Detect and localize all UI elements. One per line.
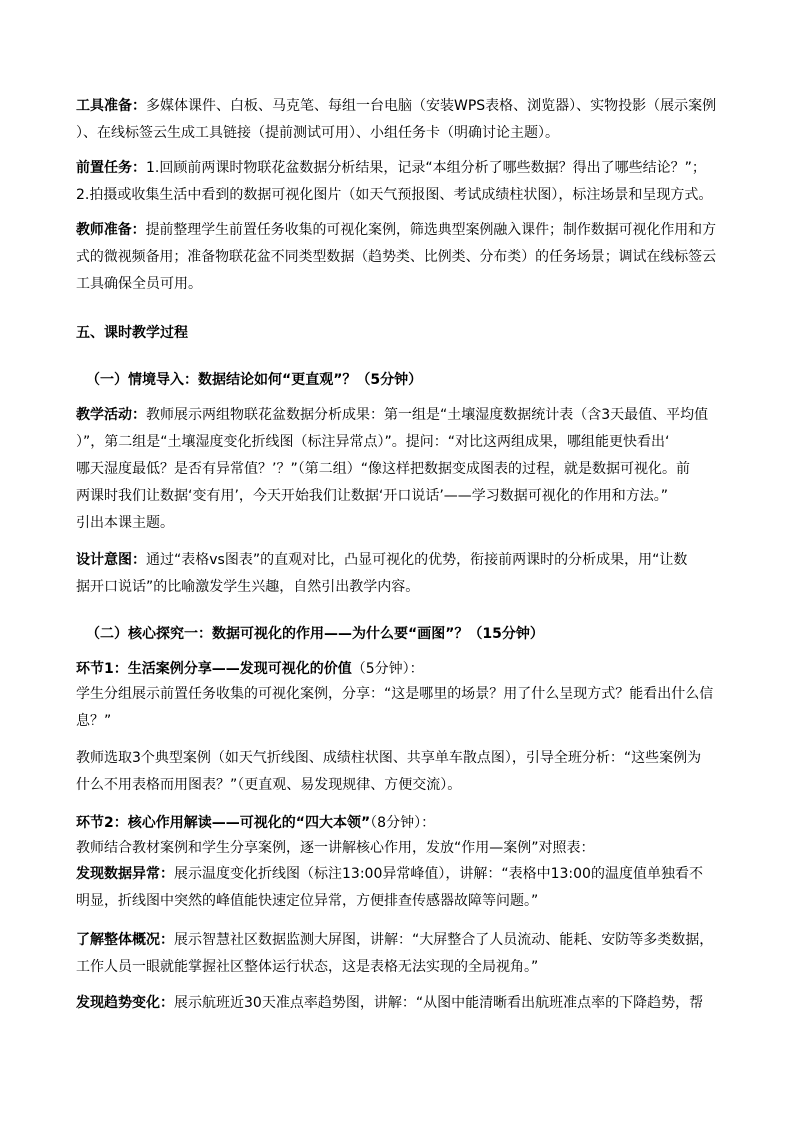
part1-activity-line-3: 哪天湿度最低？是否有异常值？’？”（第二组）“像这样把数据变成图表的过程，就是数据可视化。前 [76,461,690,477]
tools-line-2 [76,123,559,143]
teacher-prep-line-3 [76,274,202,294]
part2-heading: （二）核心探究一：数据可视化的作用——为什么要“画图”？（15分钟） [86,626,544,642]
section-5-title: 五、课时教学过程 [76,325,188,341]
part1-design-label: 设计意图： [76,552,146,568]
part2-step2-line [76,813,435,833]
part1-design-text-1: 通过“表格vs图表”的直观对比，凸显可视化的优势，衔接前两课时的分析成果，用“让数 [146,552,688,568]
teacher-prep-label: 教师准备： [76,222,146,238]
teacher-prep-line-1 [76,220,716,240]
part2-overview-line-2: 工作人员一眼就能掌握社区整体运行状态，这是表格无法实现的全局视角。” [76,959,539,975]
part1-activity-label: 教学活动： [76,407,146,423]
part2-step2-intro: 教师结合教材案例和学生分享案例，逐一讲解核心作用，发放“作用—案例”对照表： [76,840,595,856]
part2-anomaly-line-1 [76,864,703,884]
pretask-line-2 [76,185,712,205]
part1-activity-line-1 [76,405,708,425]
pretask-label: 前置任务： [76,160,146,176]
part1-activity-text-1: 教师展示两组物联花盆数据分析成果：第一组是“土壤湿度数据统计表（含3天最值、平均值 [146,407,709,423]
part1-activity-line-4: 两课时我们让数据‘变有用’，今天开始我们让数据‘开口说话’——学习数据可视化的作用和方法。” [76,488,669,504]
part2-step1-text-1: 学生分组展示前置任务收集的可视化案例，分享：“这是哪里的场景？用了什么呈现方式？能看出什么信 [76,686,714,702]
teacher-prep-text-1: 提前整理学生前置任务收集的可视化案例，筛选典型案例融入课件；制作数据可视化作用和方 [145,222,717,238]
part2-anomaly-text-1: 展示温度变化折线图（标注13:00异常峰值），讲解：“表格中13:00的温度值单独看不 [174,866,703,882]
part2-trend-text-1: 展示航班近30天准点率趋势图，讲解：“从图中能清晰看出航班准点率的下降趋势，帮 [174,995,704,1011]
part1-activity-line-5: 引出本课主题。 [76,515,174,531]
part2-overview-text-1: 展示智慧社区数据监测大屏图，讲解：“大屏整合了人员流动、能耗、安防等多类数据， [174,932,714,948]
part2-anomaly-label: 发现数据异常： [76,866,174,882]
part2-step2-label: 环节2：核心作用解读——可视化的“四大本领” [76,815,371,831]
tools-label: 工具准备： [76,98,146,114]
part2-step1-label: 环节1：生活案例分享——发现可视化的价值 [76,661,352,677]
part2-step1-line [76,659,424,679]
part2-teacher-line-1: 教师选取3个典型案例（如天气折线图、成绩柱状图、共享单车散点图），引导全班分析：“这些案例为 [76,750,702,766]
part2-anomaly-line-2: 明显，折线图中突然的峰值能快速定位异常，方便排查传感器故障等问题。” [76,893,539,909]
tools-text-1: 多媒体课件、白板、马克笔、每组一台电脑（安装WPS表格、浏览器）、实物投影（展示案例 [146,98,717,114]
part1-heading: （一）情境导入：数据结论如何“更直观”？（5分钟） [86,372,423,388]
pretask-text-1: 1.回顾前两课时物联花盆数据分析结果，记录“本组分析了哪些数据？得出了哪些结论？”； [146,160,706,176]
part2-step2-suffix: （8分钟）： [370,815,436,831]
part2-overview-label: 了解整体概况： [76,932,174,948]
pretask-text-2: 2.拍摄或收集生活中看到的数据可视化图片（如天气预报图、考试成绩柱状图），标注场景和呈现方式。 [76,187,713,203]
part2-trend-line-1 [76,993,703,1013]
part1-design-line-1 [76,550,687,570]
part2-teacher-line-2: 什么不用表格而用图表？”（更直观、易发现规律、方便交流）。 [76,777,462,793]
teacher-prep-text-3: 工具确保全员可用。 [76,276,202,292]
pretask-line-1 [76,158,706,178]
part2-step1-suffix: （5分钟）： [351,661,424,677]
part2-step1-text-2: 息？” [76,713,112,729]
part2-overview-line-1 [76,930,713,950]
part1-design-line-2: 据开口说话”的比喻激发学生兴趣，自然引出教学内容。 [76,579,420,595]
tools-line-1 [76,96,716,116]
tools-text-2: ）、在线标签云生成工具链接（提前测试可用）、小组任务卡（明确讨论主题）。 [76,125,559,141]
teacher-prep-text-2: 式的微视频备用；准备物联花盆不同类型数据（趋势类、比例类、分布类）的任务场景；调试在线标签云 [76,249,717,265]
part1-activity-line-2: ）”，第二组是“土壤湿度变化折线图（标注异常点）”。提问：“对比这两组成果，哪组能更快看出‘ [76,434,670,450]
part2-trend-label: 发现趋势变化： [76,995,174,1011]
teacher-prep-line-2 [76,247,716,267]
